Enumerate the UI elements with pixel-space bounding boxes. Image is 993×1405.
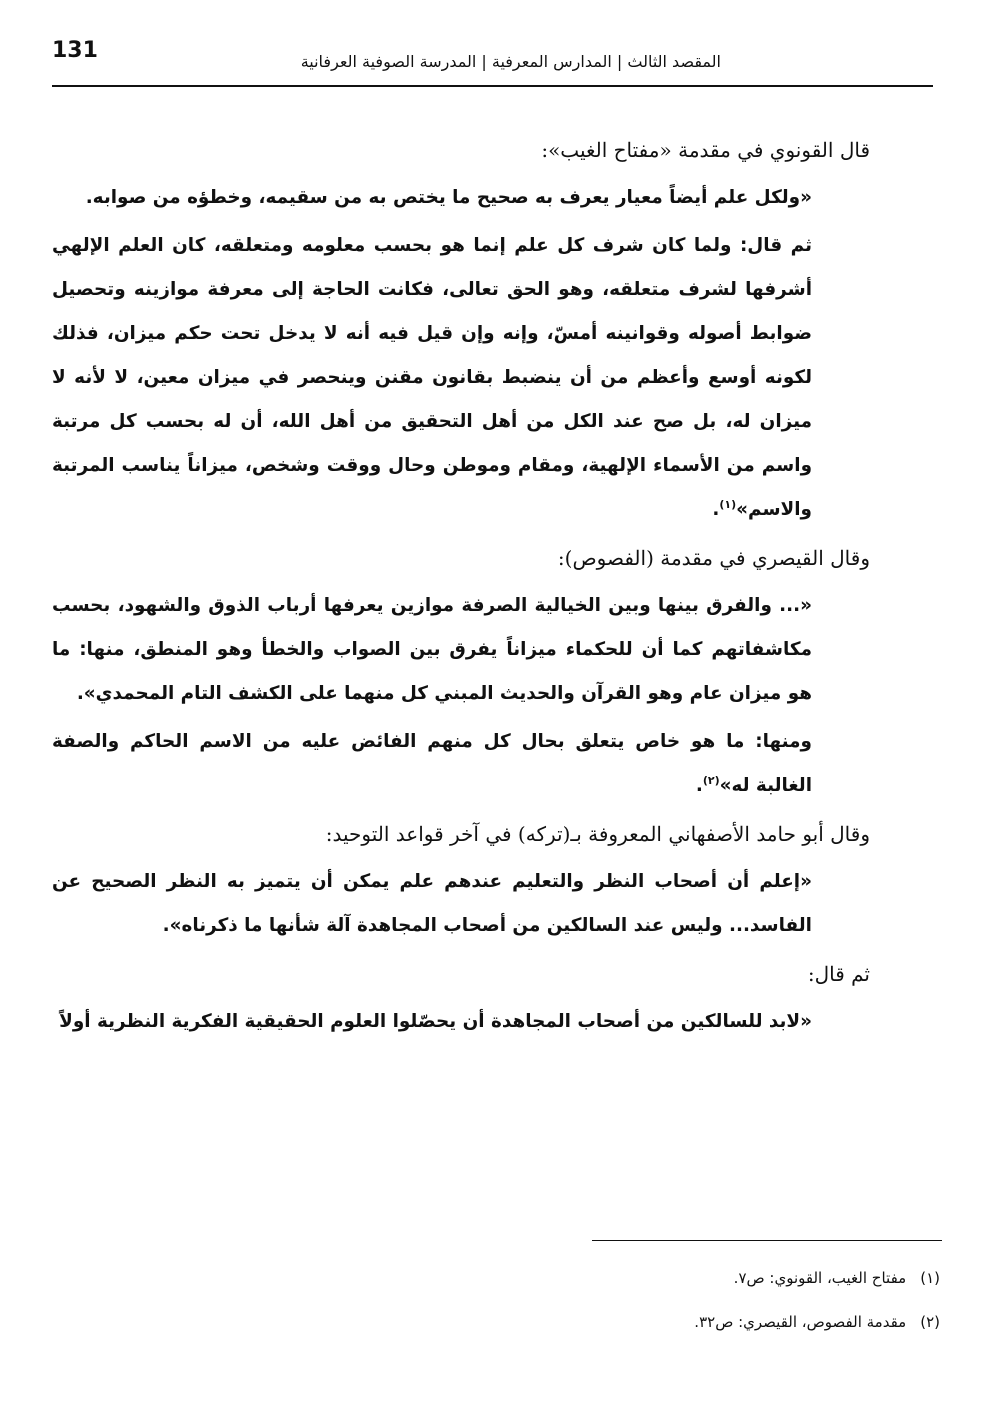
quote-text: ثم قال: ولما كان شرف كل علم إنما هو بحسب معلومه ومتعلقه، كان العلم الإلهي أشرفها لشرف متعلقه، وهو الحق تعالى، فكانت الحاجة إلى معرفة موازينه وتحصيل ضوابط أصوله وقوانينه أمسّ، وإنه وإن قيل فيه أنه لا يدخل تحت حكم ميزان، فذلك لكونه أوسع وأعظم من أن ينضبط بقانون مقنن وينحصر في ميزان معين، لا لأنه لا ميزان له، بل صح عند الكل من أهل التحقيق من أهل الله، أن له بحسب كل مرتبة واسم من الأسماء الإلهية، ومقام وموطن وحال ووقت وشخص، ميزاناً يناسب المرتبة والاسم» [52,235,812,520]
quote-text: ومنها: ما هو خاص يتعلق بحال كل منهم الفائض عليه من الاسم الحاكم والصفة الغالبة له» [52,731,812,796]
footnote-rule [592,1240,942,1241]
quote-paragraph: «ولكل علم أيضاً معيار يعرف به صحيح ما يختص به من سقيمه، وخطؤه من صوابه. [85,187,812,208]
footnotes [52,1256,940,1344]
footnote-ref: (٢) [702,773,720,787]
footnote-text: مفتاح الغيب، القونوي: ص٧. [733,1269,907,1287]
footnote [52,1256,940,1300]
quote-paragraph: «... والفرق بينها وبين الخيالية الصرفة موازين يعرفها أرباب الذوق والشهود، بحسب مكاشفاتهم كما أن للحكماء ميزاناً يفرق بين الصواب والخطأ وهو المنطق، منها: ما هو ميزان عام وهو القرآن والحديث المبني كل منهما على الكشف التام المحمدي». [52,595,812,704]
page-body [52,128,870,1048]
quote-paragraph: «لابد للسالكين من أصحاب المجاهدة أن يحصّلوا العلوم الحقيقية الفكرية النظرية أولاً [59,1011,812,1032]
intro-paragraph: وقال القيصري في مقدمة (الفصوص): [557,546,870,570]
footnote-number: (٢) [920,1313,940,1331]
footnote-text: مقدمة الفصوص، القيصري: ص٣٢. [694,1313,907,1331]
page-number: 131 [52,38,98,63]
quote-paragraph: ثم قال: ولما كان شرف كل علم إنما هو بحسب معلومه ومتعلقه، كان العلم الإلهي أشرفها لشرف متعلقه، وهو الحق تعالى، فكانت الحاجة إلى معرفة موازينه وتحصيل ضوابط أصوله وقوانينه أمسّ، وإنه وإن قيل فيه أنه لا يدخل تحت حكم ميزان، فذلك لكونه أوسع وأعظم من أن ينضبط بقانون مقنن وينحصر في ميزان معين، لا لأنه لا ميزان له، بل صح عند الكل من أهل التحقيق من أهل الله، أن له بحسب كل مرتبة واسم من الأسماء الإلهية، ومقام وموطن وحال ووقت وشخص، ميزاناً يناسب المرتبة والاسم»$^{(١)}$. [52,235,812,520]
intro-paragraph: ثم قال: [807,962,870,986]
footnote [52,1300,940,1344]
intro-paragraph: قال القونوي في مقدمة «مفتاح الغيب»: [541,138,870,162]
header-rule [52,85,933,87]
intro-paragraph: وقال أبو حامد الأصفهاني المعروفة بـ(تركه) في آخر قواعد التوحيد: [325,822,870,846]
footnote-ref: (١) [719,497,737,511]
running-header: المقصد الثالث | المدارس المعرفية | المدرسة الصوفية العرفانية [300,52,721,71]
quote-paragraph: «إعلم أن أصحاب النظر والتعليم عندهم علم يمكن أن يتميز به النظر الصحيح عن الفاسد... وليس عند السالكين من أصحاب المجاهدة آلة شأنها ما ذكرناه». [52,871,812,936]
quote-paragraph: ومنها: ما هو خاص يتعلق بحال كل منهم الفائض عليه من الاسم الحاكم والصفة الغالبة له»$^{(٢)}$. [52,731,812,796]
footnote-number: (١) [920,1269,940,1287]
